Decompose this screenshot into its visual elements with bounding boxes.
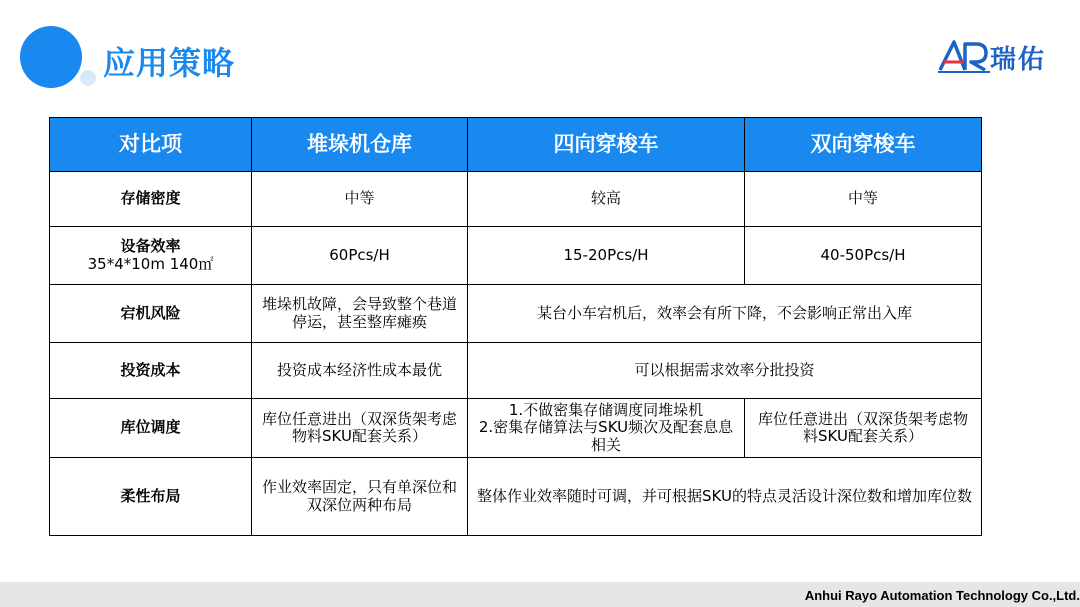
logo-mark-icon: [938, 38, 990, 74]
table-header-row: [50, 118, 982, 172]
row-label: 库位调度: [50, 399, 252, 458]
table-cell: 中等: [745, 172, 982, 227]
row-label-cell: [50, 227, 252, 285]
title-decoration-dot: [20, 26, 82, 88]
table-row: [50, 285, 982, 343]
row-label: 柔性布局: [50, 458, 252, 536]
table-cell: 堆垛机故障，会导致整个巷道停运，甚至整库瘫痪: [252, 285, 468, 343]
table-cell: 较高: [468, 172, 745, 227]
table-row: [50, 343, 982, 399]
comparison-table: [49, 117, 982, 536]
table-row: [50, 458, 982, 536]
table-cell: 60Pcs/H: [252, 227, 468, 285]
cell-line: 1.不做密集存储调度同堆垛机: [508, 401, 704, 420]
table-cell: 作业效率固定，只有单深位和双深位两种布局: [252, 458, 468, 536]
table-cell: [468, 399, 745, 458]
row-sublabel: 35*4*10m 140㎡: [87, 254, 214, 273]
table-cell: 投资成本经济性成本最优: [252, 343, 468, 399]
row-label: 设备效率: [120, 237, 181, 256]
row-label: 投资成本: [50, 343, 252, 399]
table-cell: 库位任意进出（双深货架考虑物料SKU配套关系）: [745, 399, 982, 458]
column-header: 双向穿梭车: [745, 118, 982, 172]
table-cell: 40-50Pcs/H: [745, 227, 982, 285]
table-cell: 15-20Pcs/H: [468, 227, 745, 285]
table-cell: 中等: [252, 172, 468, 227]
table-row: [50, 399, 982, 458]
footer-company-name: Anhui Rayo Automation Technology Co.,Ltd.: [804, 588, 1080, 603]
table-cell-merged: 整体作业效率随时可调，并可根据SKU的特点灵活设计深位数和增加库位数: [468, 458, 982, 536]
column-header: 四向穿梭车: [468, 118, 745, 172]
cell-line: 2.密集存储算法与SKU频次及配套息息相关: [478, 418, 734, 454]
table-row: [50, 227, 982, 285]
table-cell: 库位任意进出（双深货架考虑物料SKU配套关系）: [252, 399, 468, 458]
company-logo: [938, 38, 1063, 76]
column-header: 对比项: [50, 118, 252, 172]
row-label: 宕机风险: [50, 285, 252, 343]
table-cell-merged: 某台小车宕机后，效率会有所下降，不会影响正常出入库: [468, 285, 982, 343]
column-header: 堆垛机仓库: [252, 118, 468, 172]
row-label: 存储密度: [50, 172, 252, 227]
table-cell-merged: 可以根据需求效率分批投资: [468, 343, 982, 399]
title-decoration-small-dot: [80, 70, 96, 86]
page-title: 应用策略: [103, 44, 236, 82]
logo-text: 瑞佑: [990, 45, 1047, 75]
table-row: [50, 172, 982, 227]
footer-bar: [0, 582, 1080, 607]
